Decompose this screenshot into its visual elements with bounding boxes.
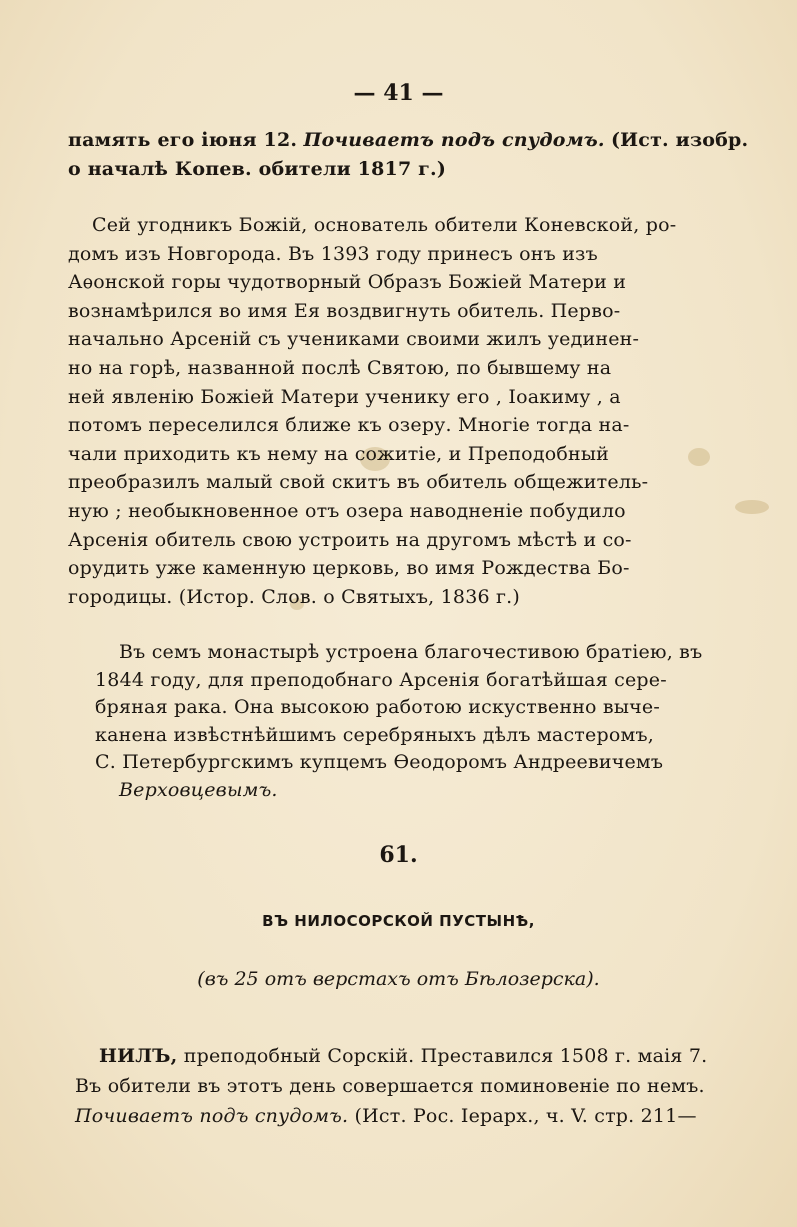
paragraph-line: начально Арсенiй съ учениками своими жилъ уединен-	[68, 328, 640, 351]
section-title: ВЪ НИЛОСОРСКОЙ ПУСТЫНѢ,	[262, 912, 535, 930]
paragraph-line: городицы. (Истор. Слов. о Святыхъ, 1836 г.)	[68, 585, 521, 608]
intro-text: память его iюня 12.	[68, 129, 298, 151]
section-number: 61.	[379, 842, 418, 868]
paragraph-raka-last-line: Верховцевымъ.	[119, 779, 278, 801]
paragraph-line: преобразилъ малый свой скитъ въ обитель общежитель-	[68, 471, 649, 494]
saint-name: НИЛЪ,	[99, 1045, 178, 1067]
paragraph-line: чали приходить къ нему на сожитiе, и Преподобный	[68, 442, 610, 465]
intro-citation: (Ист. изобр.	[610, 129, 749, 151]
para3-line-2: Въ обители въ этотъ день совершается поминовенiе по немъ.	[75, 1075, 705, 1097]
paragraph-line: Арсенiя обитель свою устроить на другомъ мѣстѣ и со-	[68, 528, 632, 551]
paragraph-line: канена извѣстнѣйшимъ серебряныхъ дѣлъ мастеромъ,	[95, 723, 654, 746]
intro-italic: Почиваетъ подъ спудомъ.	[303, 129, 605, 151]
intro-line-1	[68, 128, 748, 152]
section-subtitle: (въ 25 отъ верстахъ отъ Бѣлозерска).	[197, 968, 600, 990]
para3-line-3	[75, 1104, 697, 1128]
page-number: — 41 —	[353, 80, 444, 106]
paragraph-line: но на горѣ, названной послѣ Святою, по бывшему на	[68, 357, 612, 379]
para3-italic: Почиваетъ подъ спудомъ.	[75, 1105, 349, 1127]
paragraph-line: бряная рака. Она высокою работою искуственно выче-	[95, 696, 660, 718]
paragraph-line: С. Петербургскимъ купцемъ Ѳеодоромъ Андреевичемъ	[95, 751, 664, 773]
paragraph-line: Сей угодникъ Божiй, основатель обители Коневской, ро-	[92, 214, 677, 236]
paragraph-line: ную ; необыкновенное отъ озера наводненiе побудило	[68, 500, 626, 522]
para3-citation: (Ист. Рос. Iерарх., ч. V. стр. 211—	[354, 1105, 697, 1127]
paragraph-line: орудить уже каменную церковь, во имя Рождества Бо-	[68, 557, 630, 580]
paragraph-line: домъ изъ Новгорода. Въ 1393 году принесъ онъ изъ	[68, 242, 598, 265]
para3-line-1	[99, 1044, 707, 1068]
paragraph-line: вознамѣрился во имя Ея воздвигнуть обитель. Перво-	[68, 299, 621, 322]
intro-line-2: о началѣ Копев. обители 1817 г.)	[68, 158, 447, 180]
paper-stain	[735, 500, 769, 514]
paragraph-line: 1844 году, для преподобнаго Арсенiя богатѣйшая сере-	[95, 668, 667, 691]
paragraph-line: потомъ переселился ближе къ озеру. Многiе тогда на-	[68, 414, 630, 437]
paragraph-line: ней явленiю Божiей Матери ученику его , Iоакиму , а	[68, 385, 621, 408]
paper-stain	[688, 448, 710, 466]
paragraph-line: Аѳонской горы чудотворный Образъ Божiей Матери и	[68, 271, 627, 294]
paragraph-line: Въ семъ монастырѣ устроена благочестивою братiею, въ	[119, 641, 703, 663]
para3-line-1-text: преподобный Сорскiй. Преставился 1508 г. маiя 7.	[183, 1045, 708, 1067]
